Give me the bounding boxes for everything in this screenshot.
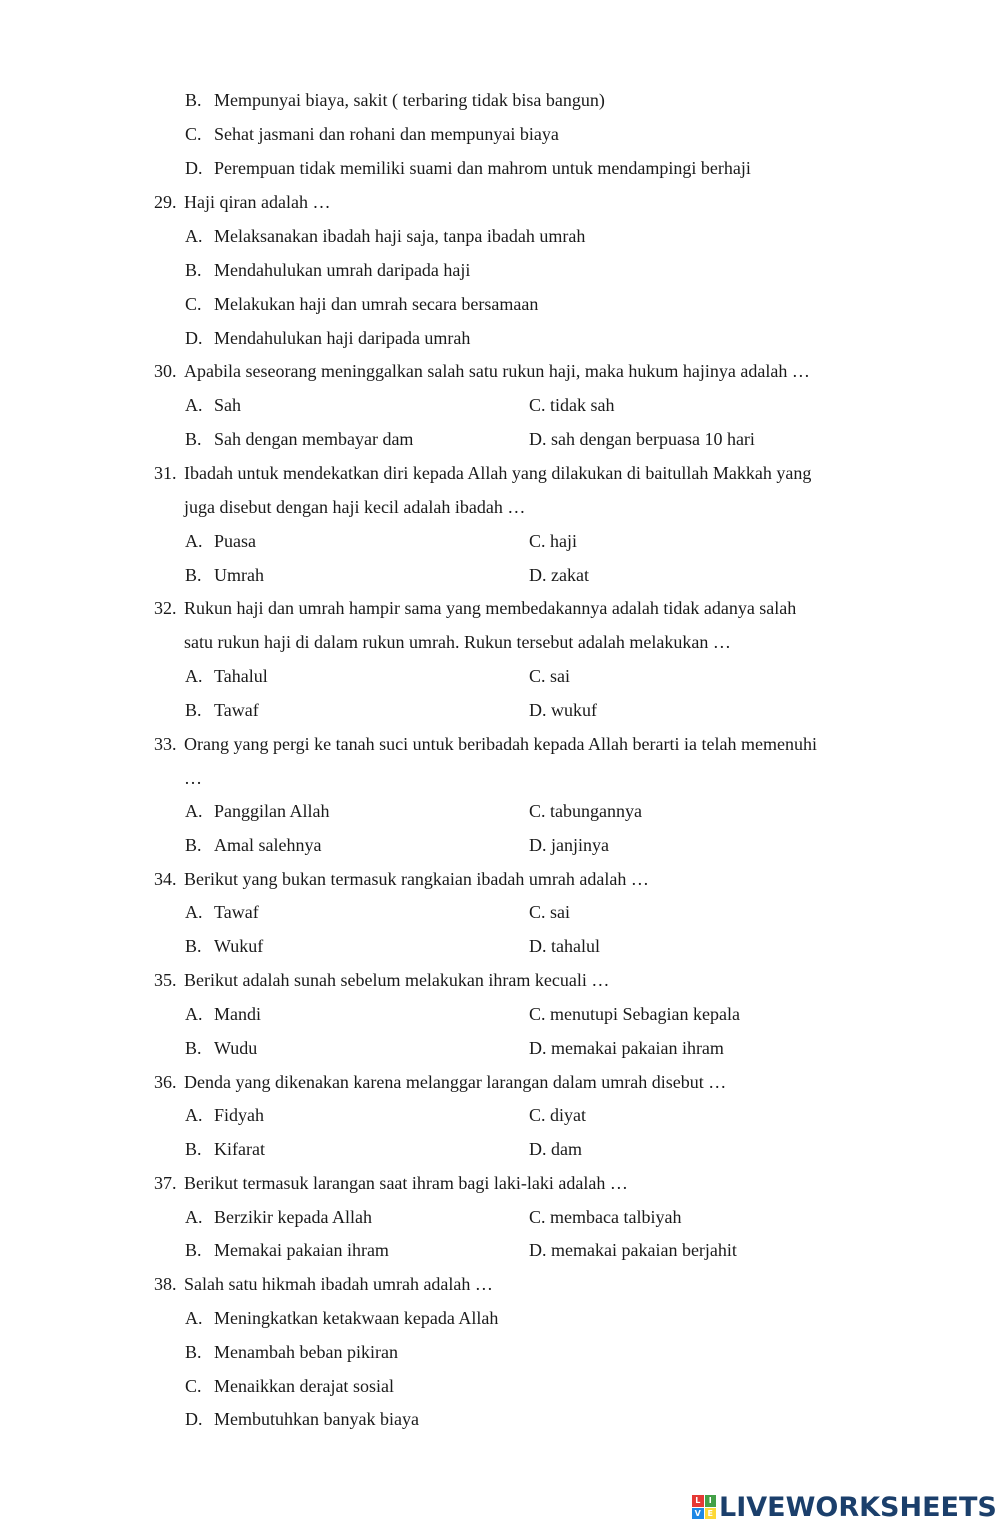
question-text: Apabila seseorang meninggalkan salah satu rukun haji, maka hukum hajinya adalah … (184, 361, 810, 381)
option-d: D. memakai pakaian ihram (529, 1038, 724, 1058)
option-d: D. memakai pakaian berjahit (529, 1240, 737, 1260)
question-text: Berikut termasuk larangan saat ihram bagi laki-laki adalah … (184, 1173, 628, 1193)
option-c: C. Sehat jasmani dan rohani dan mempunyai biaya (185, 124, 559, 144)
option-b: B. Tawaf (185, 700, 259, 720)
option-b: B. Sah dengan membayar dam (185, 429, 414, 449)
question-text-continued: juga disebut dengan haji kecil adalah ibadah … (184, 497, 526, 517)
question-text: Orang yang pergi ke tanah suci untuk beribadah kepada Allah berarti ia telah memenuhi (184, 734, 817, 754)
question-text: Ibadah untuk mendekatkan diri kepada Allah yang dilakukan di baitullah Makkah yang (184, 463, 812, 483)
question-number: 30. (154, 361, 177, 381)
option-b: B. Memakai pakaian ihram (185, 1240, 389, 1260)
option-a: A. Tawaf (185, 902, 259, 922)
option-c: C. Melakukan haji dan umrah secara bersamaan (185, 294, 539, 314)
question-number: 37. (154, 1173, 177, 1193)
liveworksheets-logo-text: LIVEWORKSHEETS (719, 1491, 997, 1523)
question-number: 31. (154, 463, 177, 483)
option-b: B. Amal salehnya (185, 835, 322, 855)
question-number: 35. (154, 970, 177, 990)
option-c: C. tidak sah (529, 395, 615, 415)
option-d: D. Membutuhkan banyak biaya (185, 1409, 419, 1429)
question-text-continued: satu rukun haji di dalam rukun umrah. Rukun tersebut adalah melakukan … (184, 632, 731, 652)
question-text: Denda yang dikenakan karena melanggar larangan dalam umrah disebut … (184, 1072, 727, 1092)
option-d: D. sah dengan berpuasa 10 hari (529, 429, 755, 449)
option-a: A. Panggilan Allah (185, 801, 330, 821)
option-c: C. sai (529, 666, 571, 686)
option-a: A. Tahalul (185, 666, 268, 686)
option-b: B. Umrah (185, 565, 264, 585)
option-c: C. tabungannya (529, 801, 642, 821)
question-text: Berikut yang bukan termasuk rangkaian ibadah umrah adalah … (184, 869, 649, 889)
question-number: 38. (154, 1274, 177, 1294)
liveworksheets-logo-icon: L I V E (692, 1495, 716, 1519)
question-text: Haji qiran adalah … (184, 192, 331, 212)
question-number: 32. (154, 598, 177, 618)
option-d: D. Perempuan tidak memiliki suami dan mahrom untuk mendampingi berhaji (185, 158, 751, 178)
option-a: A. Melaksanakan ibadah haji saja, tanpa ibadah umrah (185, 226, 586, 246)
option-d: D. tahalul (529, 936, 600, 956)
option-a: A. Fidyah (185, 1105, 265, 1125)
option-d: D. dam (529, 1139, 582, 1159)
question-text: Salah satu hikmah ibadah umrah adalah … (184, 1274, 493, 1294)
option-c: C. diyat (529, 1105, 586, 1125)
option-a: A. Berzikir kepada Allah (185, 1207, 372, 1227)
option-d: D. zakat (529, 565, 589, 585)
option-b: B. Mendahulukan umrah daripada haji (185, 260, 471, 280)
option-c: C. haji (529, 531, 577, 551)
option-a: A. Puasa (185, 531, 256, 551)
question-text-continued: … (184, 768, 202, 788)
option-a: A. Sah (185, 395, 241, 415)
option-a: A. Mandi (185, 1004, 261, 1024)
option-b: B. Menambah beban pikiran (185, 1342, 398, 1362)
question-number: 33. (154, 734, 177, 754)
option-d: D. janjinya (529, 835, 609, 855)
option-d: D. wukuf (529, 700, 597, 720)
option-b: B. Kifarat (185, 1139, 265, 1159)
option-b: B. Wudu (185, 1038, 258, 1058)
option-c: C. menutupi Sebagian kepala (529, 1004, 740, 1024)
option-b: B. Mempunyai biaya, sakit ( terbaring tidak bisa bangun) (185, 90, 605, 110)
question-text: Rukun haji dan umrah hampir sama yang membedakannya adalah tidak adanya salah (184, 598, 797, 618)
question-number: 34. (154, 869, 177, 889)
option-c: C. Menaikkan derajat sosial (185, 1376, 394, 1396)
question-text: Berikut adalah sunah sebelum melakukan ihram kecuali … (184, 970, 610, 990)
question-number: 36. (154, 1072, 177, 1092)
option-c: C. sai (529, 902, 571, 922)
option-c: C. membaca talbiyah (529, 1207, 682, 1227)
option-d: D. Mendahulukan haji daripada umrah (185, 328, 471, 348)
option-b: B. Wukuf (185, 936, 264, 956)
liveworksheets-logo (692, 1490, 997, 1524)
option-a: A. Meningkatkan ketakwaan kepada Allah (185, 1308, 499, 1328)
question-number: 29. (154, 192, 177, 212)
